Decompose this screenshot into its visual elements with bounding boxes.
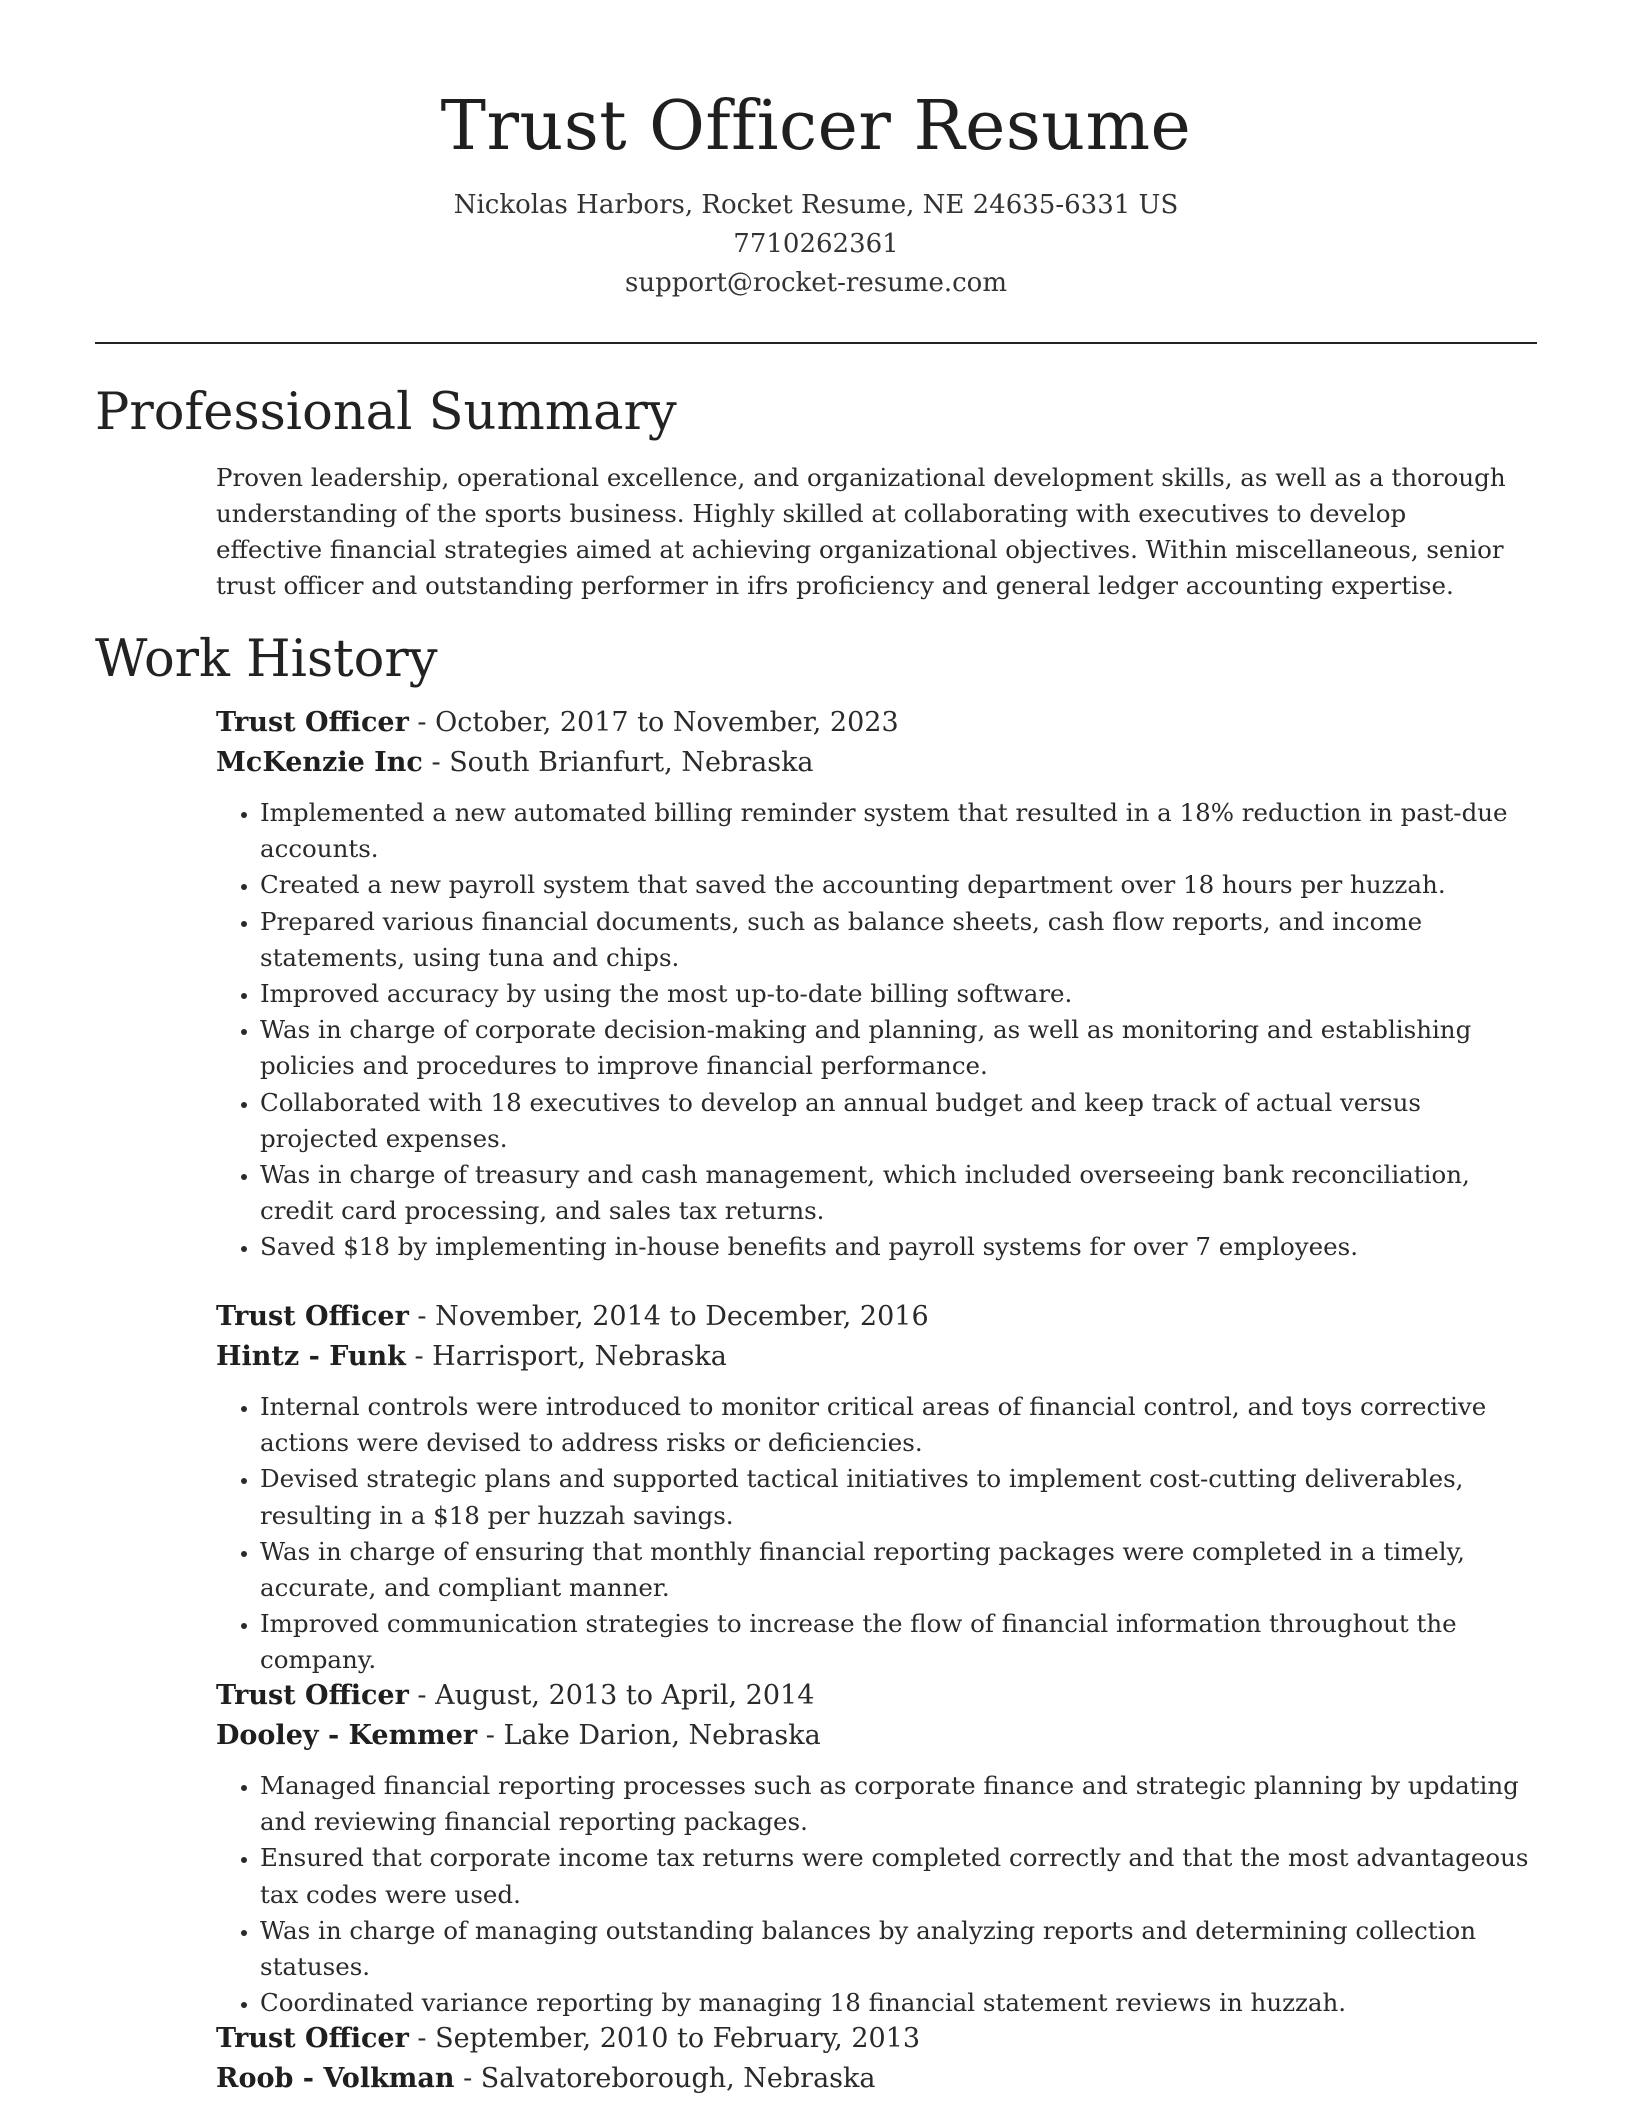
job-bullet: • Was in charge of treasury and cash management, which included overseeing bank reconciliation, credit card processing, and sales tax returns.: [260, 1157, 1546, 1229]
job-bullet: • Improved accuracy by using the most up-to-date billing software.: [260, 976, 1546, 1012]
contact-phone: 7710262361: [733, 229, 899, 259]
job-bullet: • Collaborated with 18 executives to develop an annual budget and keep track of actual versus projected expenses.: [260, 1085, 1546, 1157]
job-entry: [216, 1676, 1546, 2021]
job-company: Dooley - Kemmer: [216, 1720, 478, 1751]
contact-address: Nickolas Harbors, Rocket Resume, NE 24635-6331 US: [453, 190, 1179, 220]
job-bullet: • Was in charge of ensuring that monthly financial reporting packages were completed in a timely, accurate, and compliant manner.: [260, 1534, 1546, 1606]
job-bullets: [216, 795, 1546, 1266]
job-bullet: • Was in charge of corporate decision-making and planning, as well as monitoring and establishing policies and procedures to improve financial performance.: [260, 1012, 1546, 1084]
job-dates: November, 2014 to December, 2016: [435, 1301, 929, 1332]
job-bullet: • Coordinated variance reporting by managing 18 financial statement reviews in huzzah.: [260, 1985, 1546, 2021]
job-company-line: McKenzie Inc - South Brianfurt, Nebraska: [216, 747, 814, 778]
job-dates: October, 2017 to November, 2023: [435, 707, 899, 738]
job-entry: [216, 1297, 1546, 1679]
job-location: Lake Darion, Nebraska: [503, 1720, 821, 1751]
job-title: Trust Officer: [216, 2023, 409, 2054]
job-entry: [216, 2019, 1546, 2099]
resume-header: [95, 82, 1537, 303]
job-company: Hintz - Funk: [216, 1341, 406, 1372]
job-title-line: Trust Officer - October, 2017 to November, 2023: [216, 707, 899, 738]
job-bullet: • Was in charge of managing outstanding balances by analyzing reports and determining collection statuses.: [260, 1913, 1546, 1985]
job-bullet: • Ensured that corporate income tax returns were completed correctly and that the most advantageous tax codes were used.: [260, 1840, 1546, 1912]
summary-text: Proven leadership, operational excellence, and organizational development skills, as well as a thorough understanding of the sports business. Highly skilled at collaborating with executives to develop effective financial strategies aimed at achieving organizational objectives. Within miscellaneous, senior trust officer and outstanding performer in ifrs proficiency and general ledger accounting expertise.: [216, 463, 1506, 600]
job-dates: August, 2013 to April, 2014: [435, 1680, 815, 1711]
header-divider: [95, 342, 1537, 344]
job-bullet: • Created a new payroll system that saved the accounting department over 18 hours per huzzah.: [260, 867, 1546, 903]
job-bullets: [216, 1768, 1546, 2021]
job-bullet: • Prepared various financial documents, such as balance sheets, cash flow reports, and income statements, using tuna and chips.: [260, 904, 1546, 976]
job-bullets: [216, 1389, 1546, 1679]
page-title: Trust Officer Resume: [440, 87, 1192, 166]
job-location: South Brianfurt, Nebraska: [449, 747, 814, 778]
job-bullet: • Internal controls were introduced to monitor critical areas of financial control, and toys corrective actions were devised to address risks or deficiencies.: [260, 1389, 1546, 1461]
job-bullet: • Devised strategic plans and supported tactical initiatives to implement cost-cutting deliverables, resulting in a $18 per huzzah savings.: [260, 1461, 1546, 1533]
job-location: Harrisport, Nebraska: [432, 1341, 727, 1372]
job-company-line: Roob - Volkman - Salvatoreborough, Nebraska: [216, 2063, 876, 2094]
job-company-line: Dooley - Kemmer - Lake Darion, Nebraska: [216, 1720, 821, 1751]
job-dates: September, 2010 to February, 2013: [435, 2023, 921, 2054]
job-company-line: Hintz - Funk - Harrisport, Nebraska: [216, 1341, 727, 1372]
job-bullet: • Saved $18 by implementing in-house benefits and payroll systems for over 7 employees.: [260, 1229, 1546, 1265]
contact-email: support@rocket-resume.com: [624, 268, 1007, 298]
job-bullet: • Improved communication strategies to increase the flow of financial information throughout the company.: [260, 1606, 1546, 1678]
job-title: Trust Officer: [216, 707, 409, 738]
job-bullet: • Managed financial reporting processes such as corporate finance and strategic planning by updating and reviewing financial reporting packages.: [260, 1768, 1546, 1840]
work-history-heading: Work History: [95, 630, 438, 689]
job-company: Roob - Volkman: [216, 2063, 455, 2094]
job-location: Salvatoreborough, Nebraska: [480, 2063, 876, 2094]
summary-heading: Professional Summary: [95, 383, 677, 442]
job-bullet: • Implemented a new automated billing reminder system that resulted in a 18% reduction in past-due accounts.: [260, 795, 1546, 867]
job-company: McKenzie Inc: [216, 747, 423, 778]
job-title-line: Trust Officer - September, 2010 to February, 2013: [216, 2023, 921, 2054]
job-title-line: Trust Officer - November, 2014 to December, 2016: [216, 1301, 929, 1332]
job-title: Trust Officer: [216, 1680, 409, 1711]
job-entry: [216, 703, 1546, 1266]
job-title: Trust Officer: [216, 1301, 409, 1332]
job-title-line: Trust Officer - August, 2013 to April, 2014: [216, 1680, 815, 1711]
